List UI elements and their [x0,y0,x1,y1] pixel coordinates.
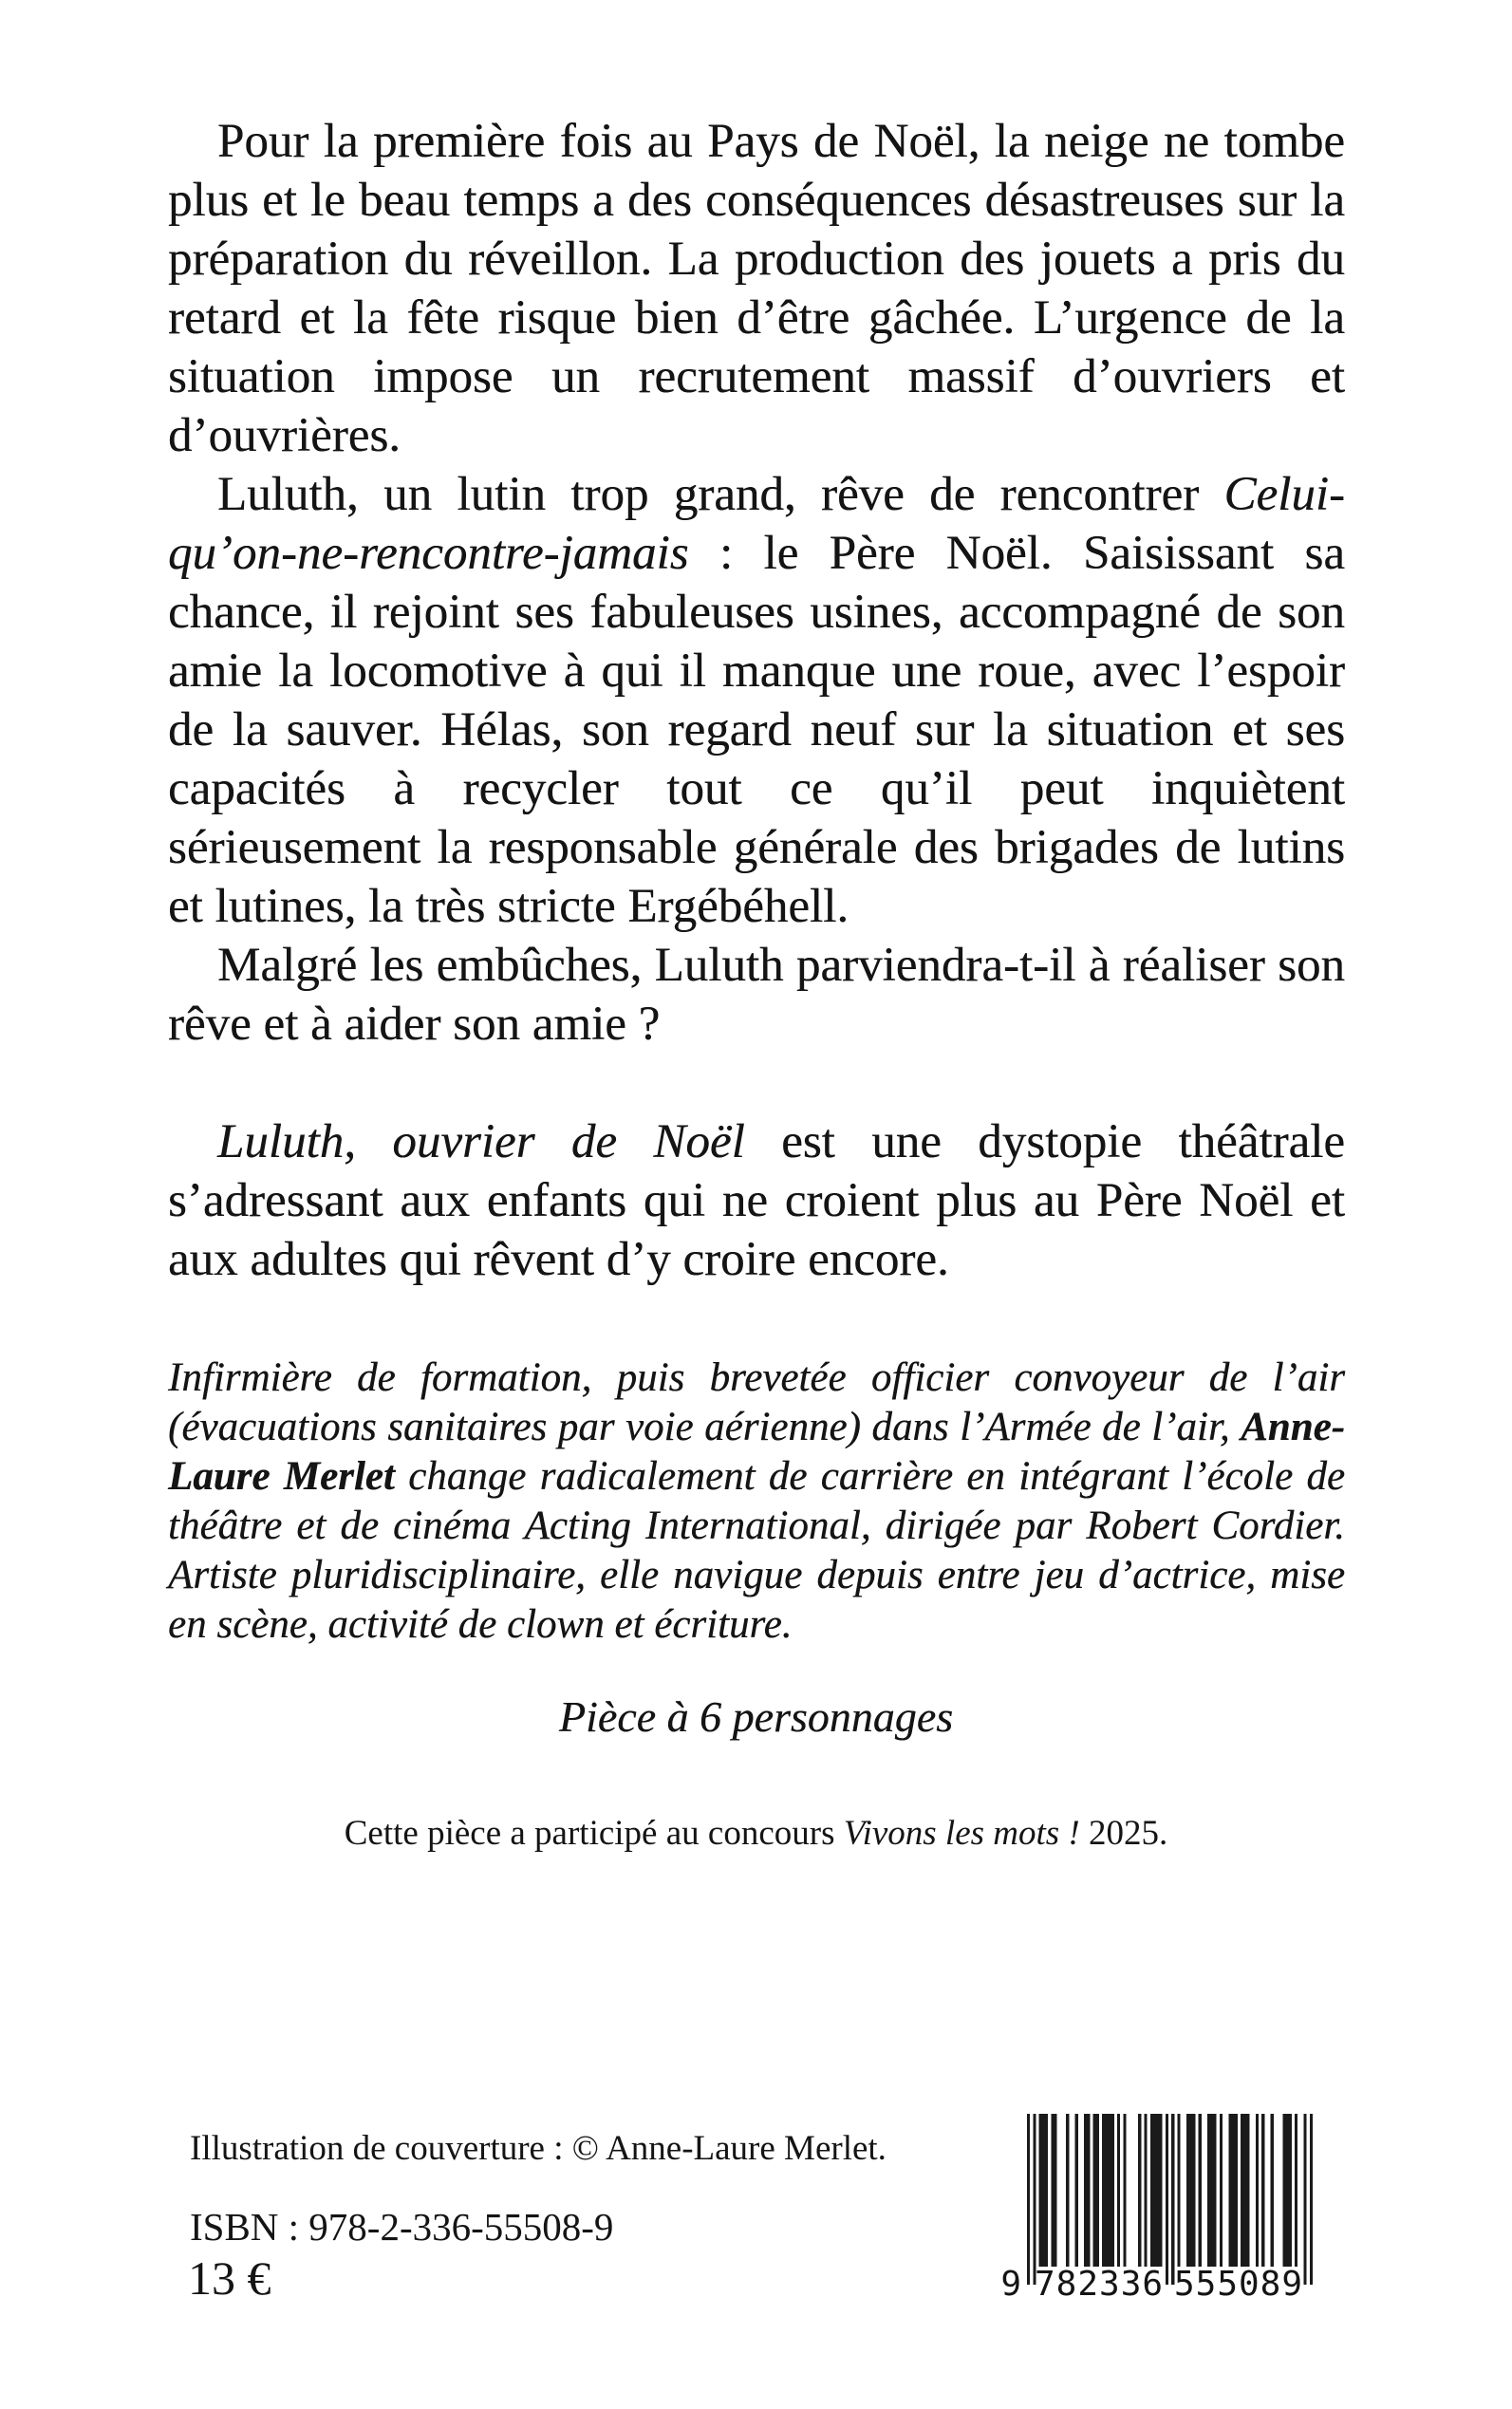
cover-illustration-credit: Illustration de couverture : © Anne-Laure Merlet. [190,2129,887,2168]
synopsis-paragraph: Pour la première fois au Pays de Noël, la neige ne tombe plus et le beau temps a des conséquences désastreuses sur la préparation du réveillon. La production des jouets a pris du retard et la fête risque bien d’être gâchée. L’urgence de la situation impose un recrutement massif d’ouvriers et d’ouvrières. [168,115,1345,462]
isbn: ISBN : 978-2-336-55508-9 [190,2205,614,2249]
barcode-left-group: 782336 [1035,2265,1165,2304]
synopsis-block [168,112,1345,1289]
tagline-paragraph: Luluth, ouvrier de Noël est une dystopie théâtrale s’adressant aux enfants qui ne croient plus au Père Noël et aux adultes qui rêvent d’y croire encore. [168,1115,1345,1286]
author-bio-paragraph: Infirmière de formation, puis brevetée officier convoyeur de l’air (évacuations sanitaires par voie aérienne) dans l’Armée de l’air, Anne-Laure Merlet change radicalement de carrière en intégrant l’école de théâtre et de cinéma Acting International, dirigée par Robert Cordier. Artiste pluridisciplinaire, elle navigue depuis entre jeu d’actrice, mise en scène, activité de clown et écriture. [168,1355,1345,1647]
contest-line: Cette pièce a participé au concours Vivons les mots ! 2025. [344,1814,1168,1853]
synopsis-paragraph: Luluth, un lutin trop grand, rêve de rencontrer Celui-qu’on-ne-rencontre-jamais : le Père Noël. Saisissant sa chance, il rejoint ses fabuleuses usines, accompagné de son amie la locomotive à qui il manque une roue, avec l’espoir de la sauver. Hélas, son regard neuf sur la situation et ses capacités à recycler tout ce qu’il peut inquiètent sérieusement la responsable générale des brigades de lutins et lutines, la très stricte Ergébéhell. [168,468,1345,933]
author-bio [168,1354,1345,1650]
cast-size-line: Pièce à 6 personnages [558,1692,954,1741]
barcode-first-digit: 9 [1000,2265,1021,2304]
barcode-right-group: 555089 [1173,2265,1304,2304]
synopsis-paragraph: Malgré les embûches, Luluth parviendra-t-il à réaliser son rêve et à aider son amie ? [168,939,1345,1051]
price: 13 € [188,2251,271,2305]
ean13-barcode [1000,2114,1313,2304]
